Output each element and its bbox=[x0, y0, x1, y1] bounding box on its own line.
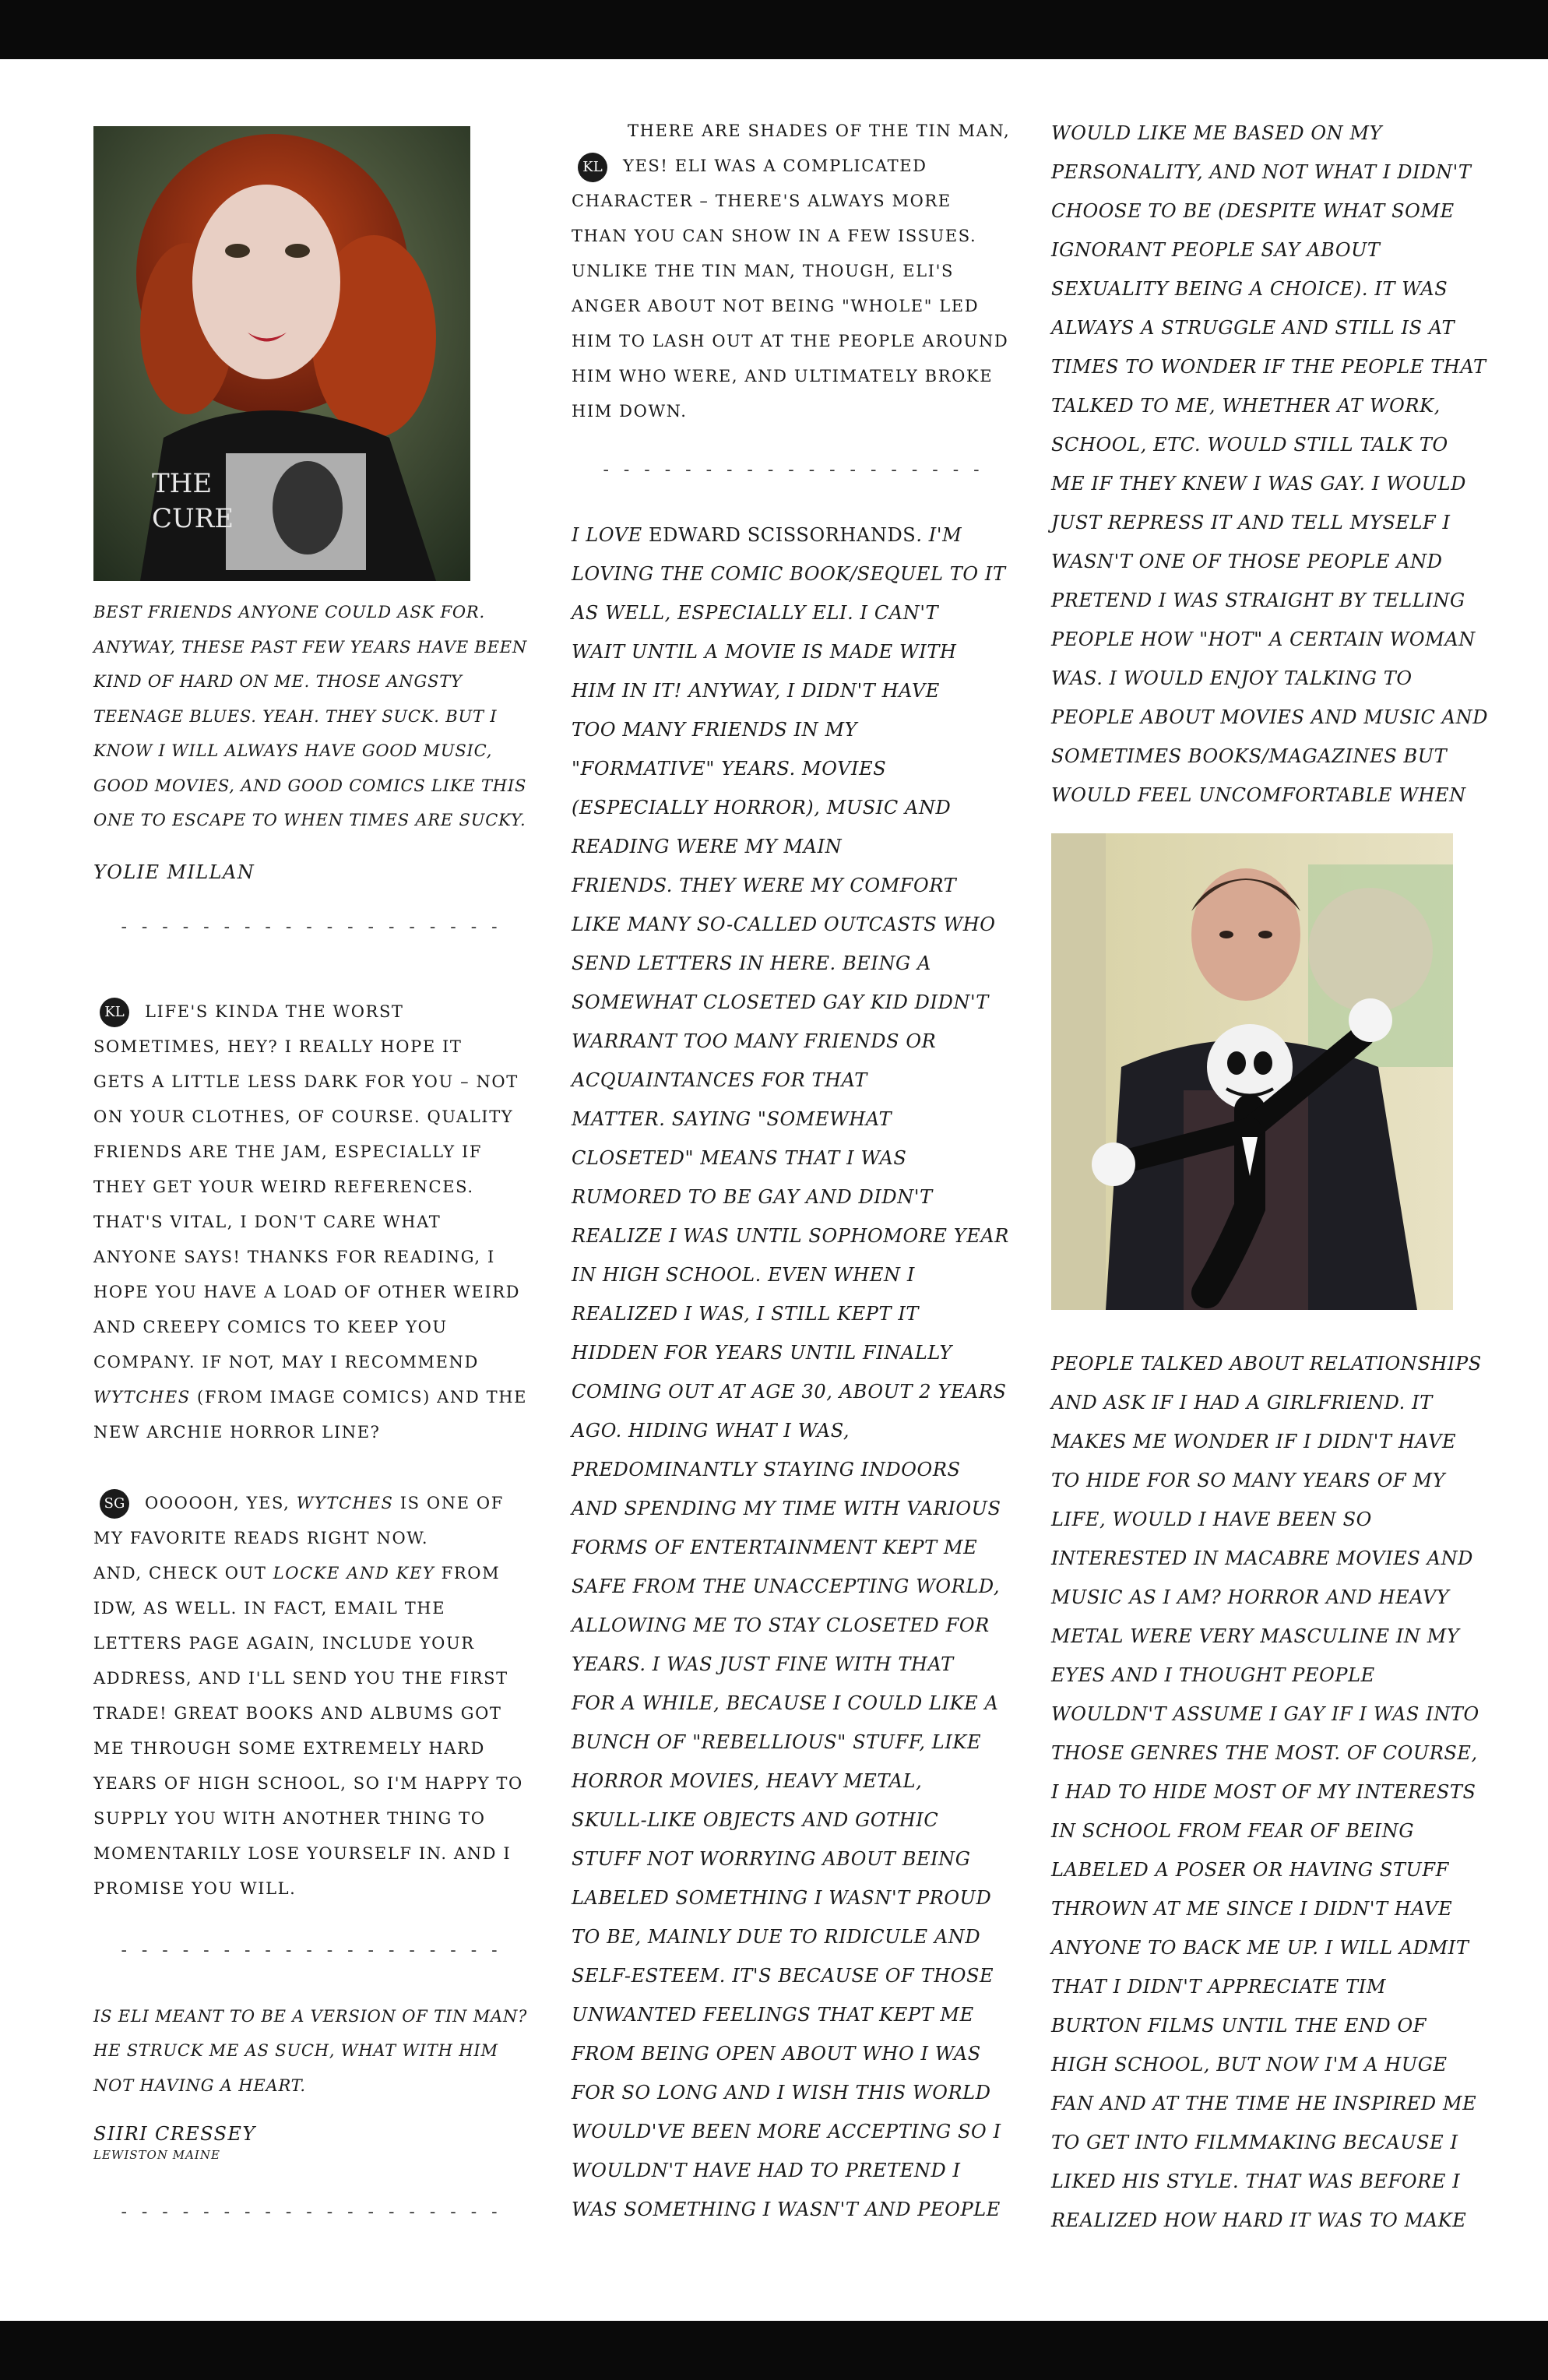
letter-long-cont: WOULD LIKE ME BASED ON MY PERSONALITY, AND NOT WHAT I DIDN'T CHOOSE TO BE (DESPITE WHAT SOME IGNORANT PEOPLE SAY ABOUT SEXUALITY BEING A CHOICE). IT WAS ALWAYS A STRUGGLE AND STILL IS AT TIMES TO WONDER IF THE PEOPLE THAT TALKED TO ME, WHETHER AT WORK, SCHOOL, ETC. WOULD STILL TALK TO ME IF THEY KNEW I WAS GAY. I WOULD JUST REPRESS IT AND TELL MYSELF I WASN'T ONE OF THOSE PEOPLE AND PRETEND I WAS STRAIGHT BY TELLING PEOPLE HOW "HOT" A CERTAIN WOMAN WAS. I WOULD ENJOY TALKING TO PEOPLE ABOUT MOVIES AND MUSIC AND SOMETIMES BOOKS/MAGAZINES BUT WOULD FEEL UNCOMFORTABLE WHEN bbox=[1051, 122, 1489, 806]
bottom-black-bar bbox=[0, 2321, 1548, 2380]
column-left bbox=[93, 117, 529, 2222]
section-divider-2: - - - - - - - - - - - - - - - - - - - bbox=[121, 1940, 502, 1960]
kl-badge-icon-2: KL bbox=[578, 153, 607, 182]
section-divider-col2: - - - - - - - - - - - - - - - - - - - bbox=[603, 460, 984, 480]
reply-sg bbox=[93, 1486, 529, 1906]
title-wytches: WYTCHES bbox=[93, 1387, 191, 1407]
reply-kl-2-rest: CHARACTER – THERE'S ALWAYS MORE THAN YOU CAN SHOW IN A FEW ISSUES. UNLIKE THE TIN MAN, THOUGH, ELI'S ANGER ABOUT NOT BEING "WHOLE" LED HIM TO LASH OUT AT THE PEOPLE AROUND HIM WHO WERE, AND ULTIMATELY BROKE HIM DOWN. bbox=[572, 192, 1009, 421]
column-middle bbox=[572, 117, 1015, 2229]
reply-kl-1 bbox=[93, 995, 529, 1450]
reader-photo-yolie bbox=[93, 126, 470, 581]
signature-siiri-location: LEWISTON MAINE bbox=[93, 2148, 220, 2162]
shirt-text-cure: CURE bbox=[152, 503, 234, 534]
reply-sg-line3b: FROM bbox=[434, 1563, 501, 1583]
sg-badge-icon: SG bbox=[100, 1489, 129, 1519]
reply-kl-2 bbox=[572, 114, 1015, 429]
reply-sg-line2: MY FAVORITE READS RIGHT NOW. bbox=[93, 1528, 429, 1547]
section-divider: - - - - - - - - - - - - - - - - - - - bbox=[121, 917, 502, 937]
signature-yolie: YOLIE MILLAN bbox=[93, 861, 255, 883]
reply-sg-rest: IDW, AS WELL. IN FACT, EMAIL THE LETTERS PAGE AGAIN, INCLUDE YOUR ADDRESS, AND I'LL SEND YOU THE FIRST TRADE! GREAT BOOKS AND ALBUMS GOT ME THROUGH SOME EXTREMELY HARD YEARS OF HIGH SCHOOL, SO I'M HAPPY TO SUPPLY YOU WITH ANOTHER THING TO MOMENTARILY LOSE YOURSELF IN. AND I PROMISE YOU WILL. bbox=[93, 1598, 523, 1898]
reply-kl-2-line2: YES! ELI WAS A COMPLICATED bbox=[623, 157, 927, 175]
title-edward-scissorhands: EDWARD SCISSORHANDS bbox=[648, 524, 916, 546]
reader-photo-balloon bbox=[1051, 833, 1453, 1310]
shirt-text-the: THE bbox=[152, 468, 213, 499]
letter-siiri: IS ELI MEANT TO BE A VERSION OF TIN MAN? HE STRUCK ME AS SUCH, WHAT WITH HIM NOT HAVING A HEART. bbox=[93, 2006, 528, 2095]
reply-sg-line1b: IS ONE OF bbox=[393, 1493, 504, 1512]
reply-kl-2-line1: THERE ARE SHADES OF THE TIN MAN, bbox=[628, 121, 1011, 140]
reply-sg-line1: OOOOOH, YES, bbox=[145, 1493, 297, 1512]
kl-badge-icon: KL bbox=[100, 998, 129, 1027]
section-divider-3: - - - - - - - - - - - - - - - - - - - bbox=[121, 2202, 502, 2222]
letter-long bbox=[572, 516, 1015, 2229]
letter-yolie-tail: BEST FRIENDS ANYONE COULD ASK FOR. ANYWAY, THESE PAST FEW YEARS HAVE BEEN KIND OF HARD ON ME. THOSE ANGSTY TEENAGE BLUES. YEAH. THEY SUCK. BUT I KNOW I WILL ALWAYS HAVE GOOD MUSIC, GOOD MOVIES, AND GOOD COMICS LIKE THIS ONE TO ESCAPE TO WHEN TIMES ARE SUCKY. bbox=[93, 603, 528, 829]
photo-illustration-2 bbox=[1051, 833, 1453, 1310]
signature-siiri: SIIRI CRESSEY bbox=[93, 2123, 256, 2145]
top-black-bar bbox=[0, 0, 1548, 59]
reply-kl-1-text: LIFE'S KINDA THE WORST SOMETIMES, HEY? I REALLY HOPE IT GETS A LITTLE LESS DARK FOR YOU – NOT ON YOUR CLOTHES, OF COURSE. QUALITY FRIENDS ARE THE JAM, ESPECIALLY IF THEY GET YOUR WEIRD REFERENCES. THAT'S VITAL, I DON'T CARE WHAT ANYONE SAYS! THANKS FOR READING, I HOPE YOU HAVE A LOAD OF OTHER WEIRD AND CREEPY COMICS TO KEEP YOU COMPANY. IF NOT, MAY I RECOMMEND bbox=[93, 1002, 521, 1371]
title-locke-and-key: LOCKE AND KEY bbox=[273, 1563, 435, 1583]
reply-sg-line3a: AND, CHECK OUT bbox=[93, 1563, 273, 1583]
letter-long-end: PEOPLE TALKED ABOUT RELATIONSHIPS AND ASK IF I HAD A GIRLFRIEND. IT MAKES ME WONDER IF I DIDN'T HAVE TO HIDE FOR SO MANY YEARS OF MY LIFE, WOULD I HAVE BEEN SO INTERESTED IN MACABRE MOVIES AND MUSIC AS I AM? HORROR AND HEAVY METAL WERE VERY MASCULINE IN MY EYES AND I THOUGHT PEOPLE WOULDN'T ASSUME I GAY IF I WAS INTO THOSE GENRES THE MOST. OF COURSE, I HAD TO HIDE MOST OF MY INTERESTS IN SCHOOL FROM FEAR OF BEING LABELED A POSER OR HAVING STUFF THROWN AT ME SINCE I DIDN'T HAVE ANYONE TO BACK ME UP. I WILL ADMIT THAT I DIDN'T APPRECIATE TIM BURTON FILMS UNTIL THE END OF HIGH SCHOOL, BUT NOW I'M A HUGE FAN AND AT THE TIME HE INSPIRED ME TO GET INTO FILMMAKING BECAUSE I LIKED HIS STYLE. THAT WAS BEFORE I REALIZED HOW HARD IT WAS TO MAKE bbox=[1051, 1353, 1482, 2231]
reply-kl-1-tail: (FROM IMAGE COMICS) AND THE NEW ARCHIE HORROR LINE? bbox=[93, 1387, 528, 1442]
letter-long-body: . I'M LOVING THE COMIC BOOK/SEQUEL TO IT AS WELL, ESPECIALLY ELI. I CAN'T WAIT UNTIL A MOVIE IS MADE WITH HIM IN IT! ANYWAY, I DIDN'T HAVE TOO MANY FRIENDS IN MY "FORMATIVE" YEARS. MOVIES (ESPECIALLY HORROR), MUSIC AND READING WERE MY MAIN FRIENDS. THEY WERE MY COMFORT LIKE MANY SO-CALLED OUTCASTS WHO SEND LETTERS IN HERE. BEING A SOMEWHAT CLOSETED GAY KID DIDN'T WARRANT TOO MANY FRIENDS OR ACQUAINTANCES FOR THAT MATTER. SAYING "SOMEWHAT CLOSETED" MEANS THAT I WAS RUMORED TO BE GAY AND DIDN'T REALIZE I WAS UNTIL SOPHOMORE YEAR IN HIGH SCHOOL. EVEN WHEN I REALIZED I WAS, I STILL KEPT IT HIDDEN FOR YEARS UNTIL FINALLY COMING OUT AT AGE 30, ABOUT 2 YEARS AGO. HIDING WHAT I WAS, PREDOMINANTLY STAYING INDOORS AND SPENDING MY TIME WITH VARIOUS FORMS OF ENTERTAINMENT KEPT ME SAFE FROM THE UNACCEPTING WORLD, ALLOWING ME TO STAY CLOSETED FOR YEARS. I WAS JUST FINE WITH THAT FOR A WHILE, BECAUSE I COULD LIKE A BUNCH OF "REBELLIOUS" STUFF, LIKE HORROR MOVIES, HEAVY METAL, SKULL-LIKE OBJECTS AND GOTHIC STUFF NOT WORRYING ABOUT BEING LABELED SOMETHING I WASN'T PROUD TO BE, MAINLY DUE TO RIDICULE AND SELF-ESTEEM. IT'S BECAUSE OF THOSE UNWANTED FEELINGS THAT KEPT ME FROM BEING OPEN ABOUT WHO I WAS FOR SO LONG AND I WISH THIS WORLD WOULD'VE BEEN MORE ACCEPTING SO I WOULDN'T HAVE HAD TO PRETEND I WAS SOMETHING I WASN'T AND PEOPLE bbox=[572, 524, 1009, 2220]
column-right bbox=[1051, 117, 1493, 2240]
photo-illustration bbox=[93, 126, 470, 581]
title-wytches-2: WYTCHES bbox=[296, 1493, 394, 1512]
letter-long-intro: I LOVE bbox=[572, 524, 649, 546]
